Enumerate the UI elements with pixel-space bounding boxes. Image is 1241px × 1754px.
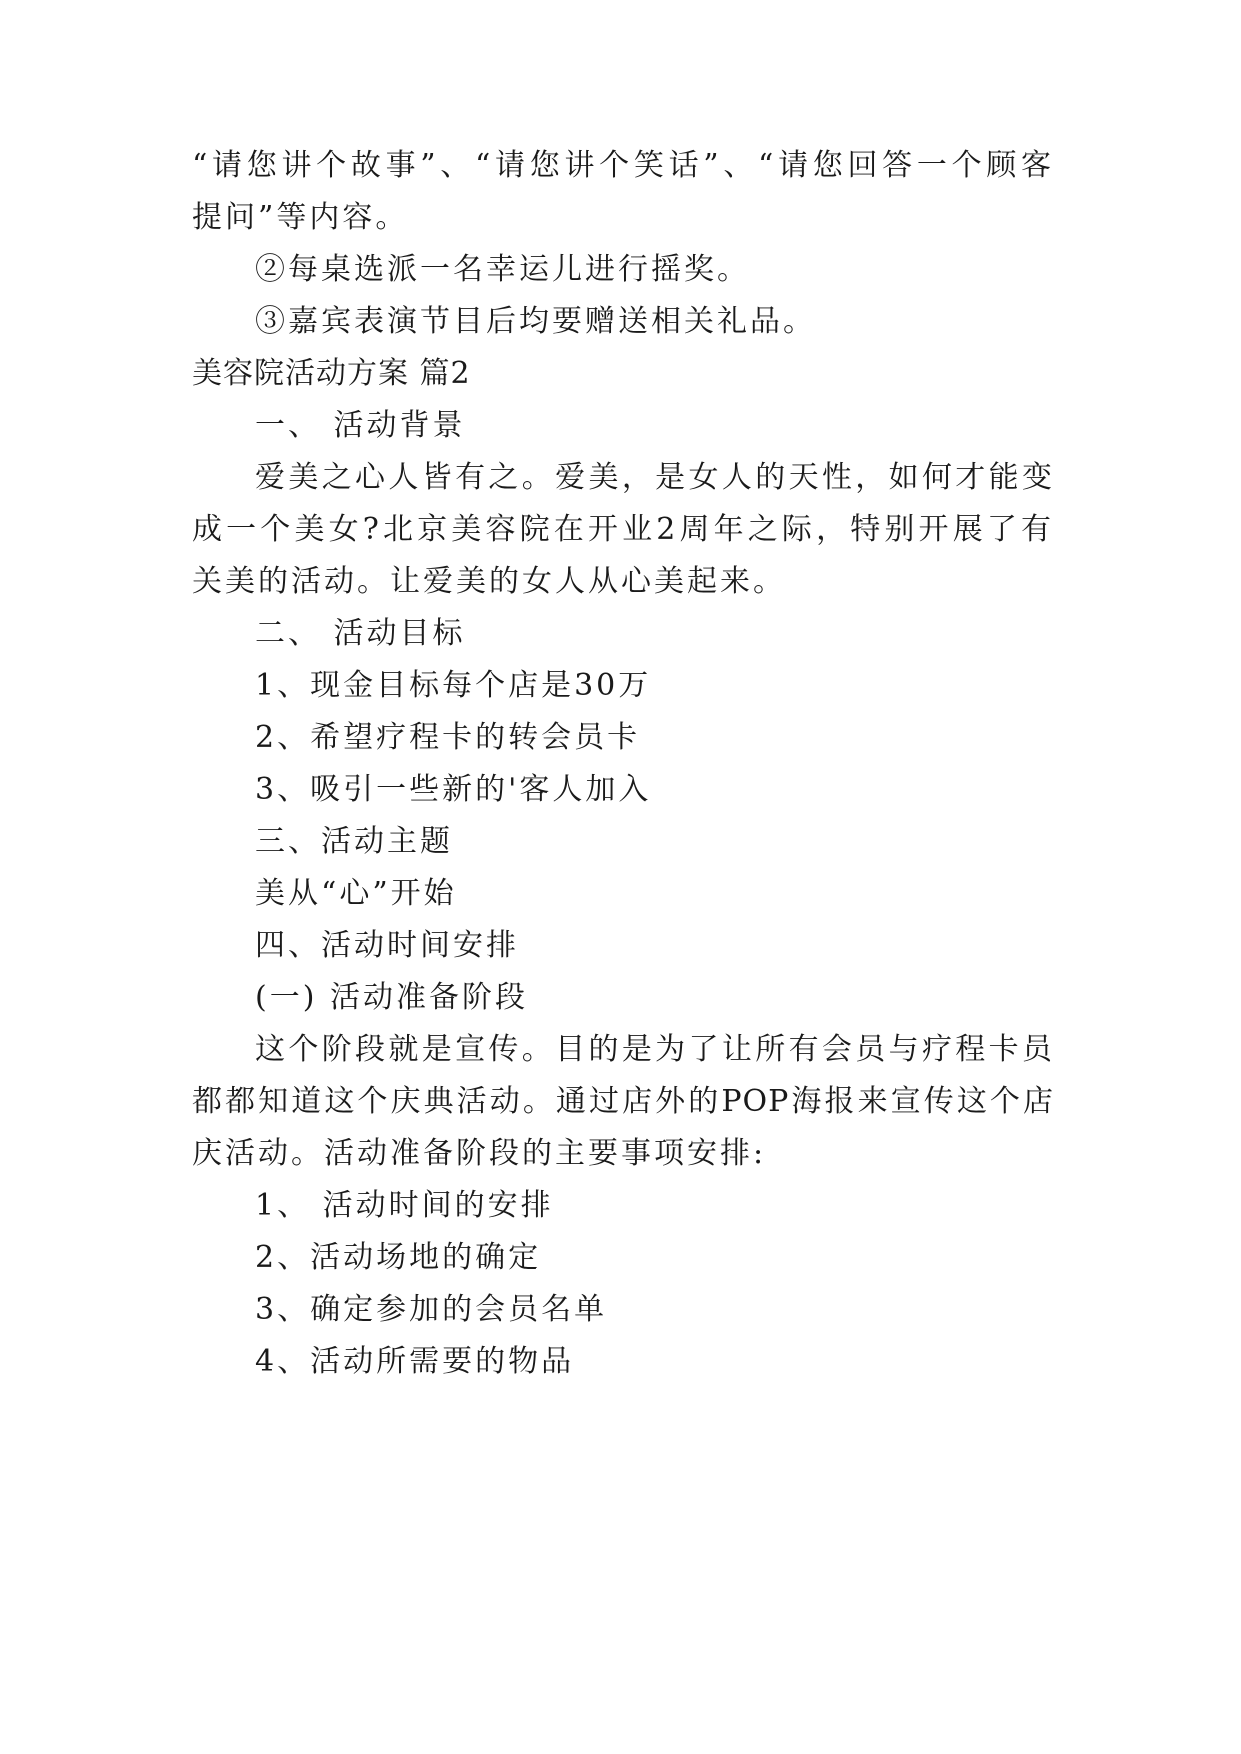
section-heading: 三、活动主题 bbox=[255, 824, 453, 859]
list-item: 3、确定参加的会员名单 bbox=[255, 1292, 608, 1327]
paragraph-line: 都都知道这个庆典活动。通过店外的POP海报来宣传这个店 bbox=[192, 1084, 1054, 1119]
paragraph-line: 庆活动。活动准备阶段的主要事项安排: bbox=[192, 1136, 767, 1171]
paragraph-line: 成一个美女?北京美容院在开业2周年之际，特别开展了有 bbox=[192, 512, 1054, 547]
list-item: 1、 活动时间的安排 bbox=[255, 1188, 554, 1223]
list-item: 2、希望疗程卡的转会员卡 bbox=[255, 720, 641, 755]
list-item: 2、活动场地的确定 bbox=[255, 1240, 542, 1275]
paragraph-line: 这个阶段就是宣传。目的是为了让所有会员与疗程卡员 bbox=[255, 1032, 1055, 1067]
section-heading: 四、活动时间安排 bbox=[255, 928, 519, 963]
section-heading: 一、 活动背景 bbox=[255, 408, 466, 443]
list-item: ②每桌选派一名幸运儿进行摇奖。 bbox=[255, 252, 750, 287]
paragraph-line: 提问”等内容。 bbox=[192, 200, 409, 235]
paragraph-line: 美从“心”开始 bbox=[255, 876, 457, 911]
section-title: 美容院活动方案 篇2 bbox=[192, 356, 471, 391]
list-item: ③嘉宾表演节目后均要赠送相关礼品。 bbox=[255, 304, 816, 339]
paragraph-line: “请您讲个故事”、“请您讲个笑话”、“请您回答一个顾客 bbox=[192, 148, 1054, 183]
paragraph-line: 关美的活动。让爱美的女人从心美起来。 bbox=[192, 564, 786, 599]
list-item: 4、活动所需要的物品 bbox=[255, 1344, 575, 1379]
list-item: 3、吸引一些新的'客人加入 bbox=[255, 772, 652, 807]
subsection-heading: (一) 活动准备阶段 bbox=[255, 980, 528, 1015]
list-item: 1、现金目标每个店是30万 bbox=[255, 668, 652, 703]
paragraph-line: 爱美之心人皆有之。爱美，是女人的天性，如何才能变 bbox=[255, 460, 1055, 495]
section-heading: 二、 活动目标 bbox=[255, 616, 466, 651]
